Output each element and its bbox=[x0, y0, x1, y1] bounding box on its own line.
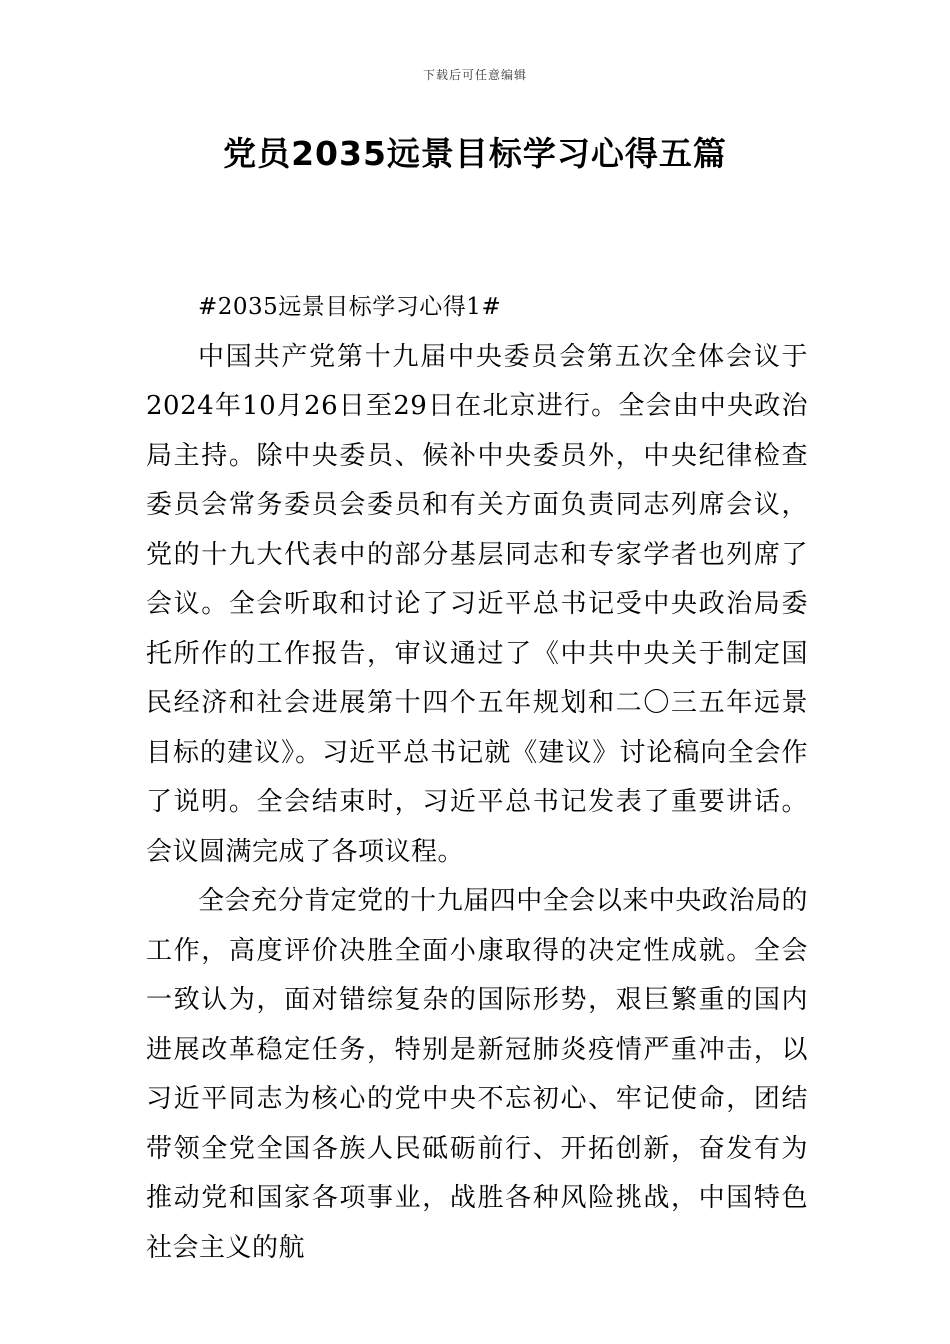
paragraph-1: 中国共产党第十九届中央委员会第五次全体会议于2024年10月26日至29日在北京进行。全会由中央政治局主持。除中央委员、候补中央委员外，中央纪律检查委员会常务委员会委员和有关方面负责同志列席会议，党的十九大代表中的部分基层同志和专家学者也列席了会议。全会听取和讨论了习近平总书记受中央政治局委托所作的工作报告，审议通过了《中共中央关于制定国民经济和社会进展第十四个五年规划和二〇三五年远景目标的建议》。习近平总书记就《建议》讨论稿向全会作了说明。全会结束时，习近平总书记发表了重要讲话。会议圆满完成了各项议程。 bbox=[146, 341, 808, 867]
section-heading: #2035远景目标学习心得1# bbox=[198, 294, 502, 320]
document-body bbox=[146, 283, 808, 1273]
header-note: 下载后可任意编辑 bbox=[422, 68, 527, 82]
paragraph-2: 全会充分肯定党的十九届四中全会以来中央政治局的工作，高度评价决胜全面小康取得的决定性成就。全会一致认为，面对错综复杂的国际形势，艰巨繁重的国内进展改革稳定任务，特别是新冠肺炎疫情严重冲击，以习近平同志为核心的党中央不忘初心、牢记使命，团结带领全党全国各族人民砥砺前行、开拓创新，奋发有为推动党和国家各项事业，战胜各种风险挑战，中国特色社会主义的航 bbox=[146, 886, 808, 1263]
document-title: 党员2035远景目标学习心得五篇 bbox=[223, 134, 727, 173]
